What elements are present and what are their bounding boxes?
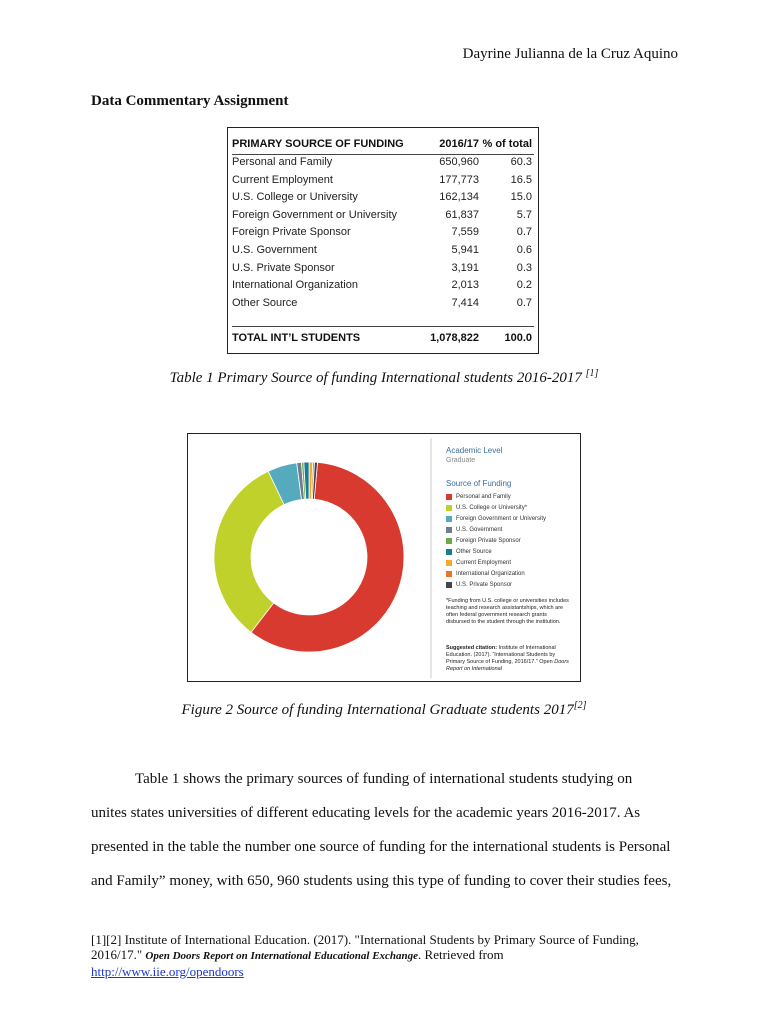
row-percent: 0.7 (516, 296, 532, 309)
legend-label: Other Source (456, 548, 492, 555)
legend-label: Personal and Family (456, 493, 511, 500)
legend-swatch (446, 494, 452, 500)
table-caption-text: Table 1 Primary Source of funding International students 2016-2017 (169, 370, 586, 386)
legend-label: International Organization (456, 570, 525, 577)
legend-item (446, 546, 546, 557)
table-caption (0, 368, 768, 387)
author-name: Dayrine Julianna de la Cruz Aquino (462, 46, 678, 62)
header-divider (232, 154, 534, 155)
row-source: Current Employment (232, 173, 333, 186)
funding-table (227, 127, 539, 354)
legend-item (446, 568, 546, 579)
row-source: Personal and Family (232, 156, 333, 168)
funding-figure (187, 433, 581, 682)
figure-caption-text: Figure 2 Source of funding International Graduate students 2017 (181, 702, 574, 718)
legend-swatch (446, 549, 452, 555)
row-source: U.S. Government (232, 244, 317, 256)
donut-chart (188, 434, 428, 681)
row-count: 61,837 (445, 208, 479, 221)
footnote-journal: Open Doors Report on International Educational Exchange (145, 950, 419, 962)
legend-label: Current Employment (456, 559, 512, 566)
table-row (232, 297, 534, 313)
legend-swatch (446, 582, 452, 588)
citation-text: Institute of International Education. (2017). “International Students by Primary Source of Funding, 2016/17.” Open (446, 645, 556, 665)
footnote (91, 932, 681, 979)
row-percent: 5.7 (516, 208, 532, 221)
total-count: 1,078,822 (430, 332, 479, 344)
funding-note: *Funding from U.S. college or universities includes teaching and research assistantships, which are often federal government research grants disbursed to the student through the institution. (446, 598, 569, 625)
row-count: 650,960 (439, 156, 479, 168)
legend-label: Foreign Private Sponsor (456, 537, 521, 544)
body-line-3: presented in the table the number one source of funding for the international students is Personal (91, 839, 671, 855)
legend-item (446, 579, 546, 590)
academic-level-value: Graduate (446, 457, 476, 464)
legend-swatch (446, 505, 452, 511)
table-row (232, 156, 534, 172)
row-percent: 15.0 (510, 191, 532, 204)
row-count: 3,191 (451, 261, 479, 274)
row-count: 162,134 (439, 191, 479, 204)
table-caption-ref: [1] (585, 368, 599, 379)
row-source: Foreign Private Sponsor (232, 226, 351, 239)
row-percent: 60.3 (510, 156, 532, 168)
table-row (232, 209, 534, 225)
legend-item (446, 502, 546, 513)
total-percent: 100.0 (504, 332, 532, 344)
body-line-2: unites states universities of different educating levels for the academic years 2016-2017. As (91, 805, 641, 821)
citation-italic: Doors Report on International (446, 659, 569, 672)
legend-label: U.S. Government (456, 526, 503, 533)
body-line-1: Table 1 shows the primary sources of funding of international students studying on (135, 771, 633, 787)
row-source: Other Source (232, 296, 298, 309)
legend-item (446, 491, 546, 502)
legend-label: U.S. Private Sponsor (456, 581, 513, 588)
table-total-row (232, 332, 534, 348)
footnote-after: . Retrieved from (418, 947, 504, 962)
legend-item (446, 524, 546, 535)
header-year: 2016/17 (439, 138, 479, 150)
body-line-4: and Family” money, with 650, 960 students using this type of funding to cover their studies fees, (91, 873, 672, 889)
legend-panel (430, 438, 576, 678)
citation-label: Suggested citation: (446, 645, 498, 651)
table-row (232, 226, 534, 242)
footnote-link[interactable]: http://www.iie.org/opendoors (91, 964, 244, 979)
legend-swatch (446, 516, 452, 522)
row-source: U.S. Private Sponsor (232, 261, 335, 274)
row-percent: 0.2 (516, 279, 532, 292)
legend-item (446, 557, 546, 568)
legend-label: Foreign Government or University (456, 515, 547, 522)
footnote-text: [1][2] Institute of International Education. (2017). "International Students by Primary Source of Funding, 2016/17." (91, 932, 639, 962)
row-count: 7,559 (451, 226, 479, 239)
figure-caption (0, 700, 768, 719)
legend-list (446, 491, 546, 590)
table-row (232, 244, 534, 260)
total-label: TOTAL INT’L STUDENTS (232, 332, 361, 344)
total-divider (232, 326, 534, 327)
legend-swatch (446, 560, 452, 566)
academic-level-label: Academic Level (446, 446, 503, 455)
figure-caption-ref: [2] (573, 700, 587, 711)
source-of-funding-title: Source of Funding (446, 479, 512, 488)
table-row (232, 279, 534, 295)
table-row (232, 174, 534, 190)
document-title: Data Commentary Assignment (91, 93, 289, 109)
suggested-citation (446, 645, 570, 673)
header-source: PRIMARY SOURCE OF FUNDING (232, 138, 404, 150)
table-row (232, 262, 534, 278)
row-count: 2,013 (451, 279, 479, 292)
header-percent: % of total (482, 138, 532, 150)
legend-item (446, 513, 546, 524)
row-count: 7,414 (451, 296, 479, 309)
row-source: Foreign Government or University (232, 208, 398, 221)
row-percent: 0.7 (516, 226, 532, 239)
row-percent: 0.3 (516, 261, 532, 274)
legend-label: U.S. College or University* (456, 504, 528, 511)
row-source: International Organization (232, 279, 358, 292)
row-count: 5,941 (451, 244, 479, 256)
table-row (232, 191, 534, 207)
legend-swatch (446, 538, 452, 544)
legend-item (446, 535, 546, 546)
row-source: U.S. College or University (232, 191, 358, 204)
legend-swatch (446, 571, 452, 577)
body-paragraph (91, 762, 681, 898)
legend-swatch (446, 527, 452, 533)
row-percent: 0.6 (516, 244, 532, 256)
table-header (232, 138, 534, 152)
row-count: 177,773 (439, 173, 479, 186)
row-percent: 16.5 (510, 173, 532, 186)
